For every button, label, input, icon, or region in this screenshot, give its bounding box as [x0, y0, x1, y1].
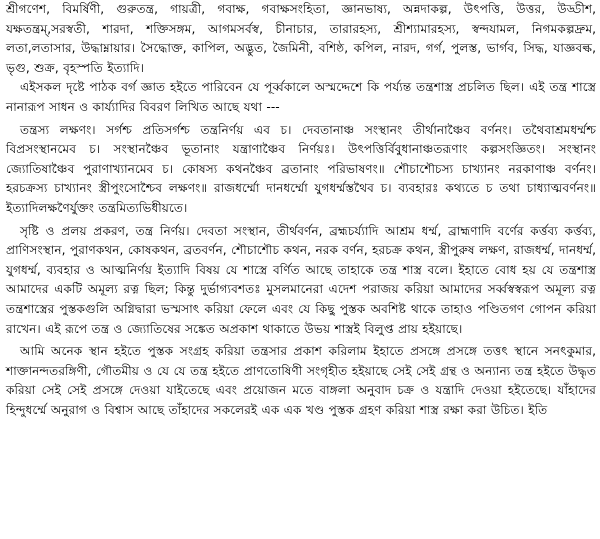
paragraph-author-note: আমি অনেক স্থান হইতে পুস্তক সংগ্রহ করিয়া তন্ত্রসার প্রকাশ করিলাম ইহাতে প্রসঙ্গে প্রসঙ্গে তত্তৎ স্থানে সনৎকুমার, শাক্তানন্দতরঙ্গিণী, গৌতমীয় ও যে যে তন্ত্র হইতে প্রাণতোষিণী সংগৃহীত হইয়াছে সেই সেই গ্রন্থ ও অন্যান্য তন্ত্র হইতে উদ্ধৃত করিয়া সেই সেই প্রসঙ্গে দেওয়া যাইতেছে এবং প্রয়োজন মতে বাঙ্গলা অনুবাদ চক্র ও যন্ত্রাদি দেওয়া হইতেছে। যাঁহাদের হিন্দুধর্ম্মে অনুরাগ ও বিশ্বাস আছে তাঁহাদের সকলেরই এক এক খণ্ড পুস্তক গ্রহণ করিয়া শাস্ত্র রক্ষা করা উচিত। ইতি — [6, 344, 596, 417]
paragraph-sanskrit-verse: তন্ত্রস্য লক্ষণং। সর্গশ্চ প্রতিসর্গশ্চ তন্ত্রনির্ণয় এব চ। দেবতানাঞ্চ সংস্থানং তীর্থানাঞ্চৈব বর্ণনং। তথৈবাশ্রমধর্ম্মশ্চ বিপ্রসংস্থানমেব চ। সংস্থানঞ্চৈব ভূতানাং যন্ত্রাণাঞ্চৈব নির্ণয়ঃ। উৎপত্তির্বিবুধানাঞ্চতরূণাং কল্পসংজ্ঞিতং। সংস্থানং জ্যোতিষাঞ্চৈব পুরাণাখ্যানমেব চ। কোষস্য কথনঞ্চৈব ব্রতানাং পরিভাষণং॥ শৌচাশৌচস্য চাখ্যানং নরকাণাঞ্চ বর্ণনং। হরচক্রস্য চাখ্যানং স্ত্রীপুংসোশ্চৈব লক্ষণং॥ রাজধর্ম্মো দানধর্ম্মো যুগধর্ম্মস্তথৈব চ। ব্যবহারঃ কথ্যতে চ তথা চাধ্যাত্মবর্ণনং॥ ইত্যাদিলক্ষণৈর্যুক্তং তন্ত্রমিত্যভিধীয়তে। — [6, 122, 596, 215]
paragraph-tantra-definition: সৃষ্টি ও প্রলয় প্রকরণ, তন্ত্র নির্ণয়। দেবতা সংস্থান, তীর্থবর্ণন, ব্রহ্মচর্য্যাদি আশ্রম ধর্ম্ম, ব্রাহ্মণাদি বর্ণের কর্ত্তব্য কর্ত্তব্য, প্রাণিসংস্থান, পুরাণকথন, কোষকথন, ব্রতবর্ণন, শৌচাশৌচ কথন, নরক বর্ণন, হরচক্র কথন, স্ত্রীপুরুষ লক্ষণ, রাজধর্ম্ম, দানধর্ম্ম, যুগধর্ম্ম, ব্যবহার ও আত্মনির্ণয় ইত্যাদি বিষয় যে শাস্ত্রে বর্ণিত আছে তাহাকে তন্ত্র শাস্ত্র বলে। ইহাতে বোধ হয় যে তন্ত্রশাস্ত্র আমাদের একটি অমূল্য রত্ন ছিল; কিন্তু দুর্ভাগ্যবশতঃ মুসলমানেরা এদেশ পরাজয় করিয়া আমাদের সর্ব্বস্বস্বরূপ অমূল্য রত্ন তন্ত্রশাস্ত্রের পুস্তকগুলি অগ্নিদ্বারা ভস্মসাৎ করিয়া ফেলে এবং যে কিছু পুস্তক অবশিষ্ট থাকে তাহাও পণ্ডিতগণ গোপন করিয়া রাখেন। এই রূপে তন্ত্র ও জ্যোতিষের সঙ্কেত অপ্রকাশ থাকাতে উভয় শাস্ত্রই বিলুপ্ত প্রায় হইয়াছে। — [6, 223, 596, 336]
paragraph-introduction: এইসকল দৃষ্টে পাঠক বর্গ জ্ঞাত হইতে পারিবেন যে পূর্ব্বকালে অস্মদ্দেশে কি পর্য্যন্ত তন্ত্রশাস্ত্র প্রচলিত ছিল। এই তন্ত্র শাস্ত্রে নানারূপ সাধন ও কার্য্যাদির বিবরণ লিখিত আছে যথা --- — [6, 80, 596, 114]
paragraph-tantra-names: শ্রীগণেশ, বিমর্ষিণী, গুরুতন্ত্র, গায়ত্রী, গবাক্ষ, গবাক্ষসংহিতা, জ্ঞানভাষ্য, অন্নদাকল্প, উৎপত্তি, উত্তর, উড্ডীশ, যক্ষতন্ত্রম্‌,সরস্বতী, শারদা, শক্তিসঙ্গম, আগমসর্বস্ব, চীনাচার, তারারহস্য, শ্রীশ্যামারহস্য, স্বন্দযামল, নিগমকল্পদ্রুম, লতা,লতাসার, উদ্ধাম্নায়ার। সৈদ্ধোক্ত, কাপিল, অদ্ভুত, জৈমিনী, বশিষ্ঠ, কপিল, নারদ, গর্গ, পুলস্ত, ভার্গব, সিদ্ধ, যাজ্ঞবল্ক, ভৃগু, শুক্র, বৃহস্পতি ইত্যাদি। — [6, 2, 596, 75]
